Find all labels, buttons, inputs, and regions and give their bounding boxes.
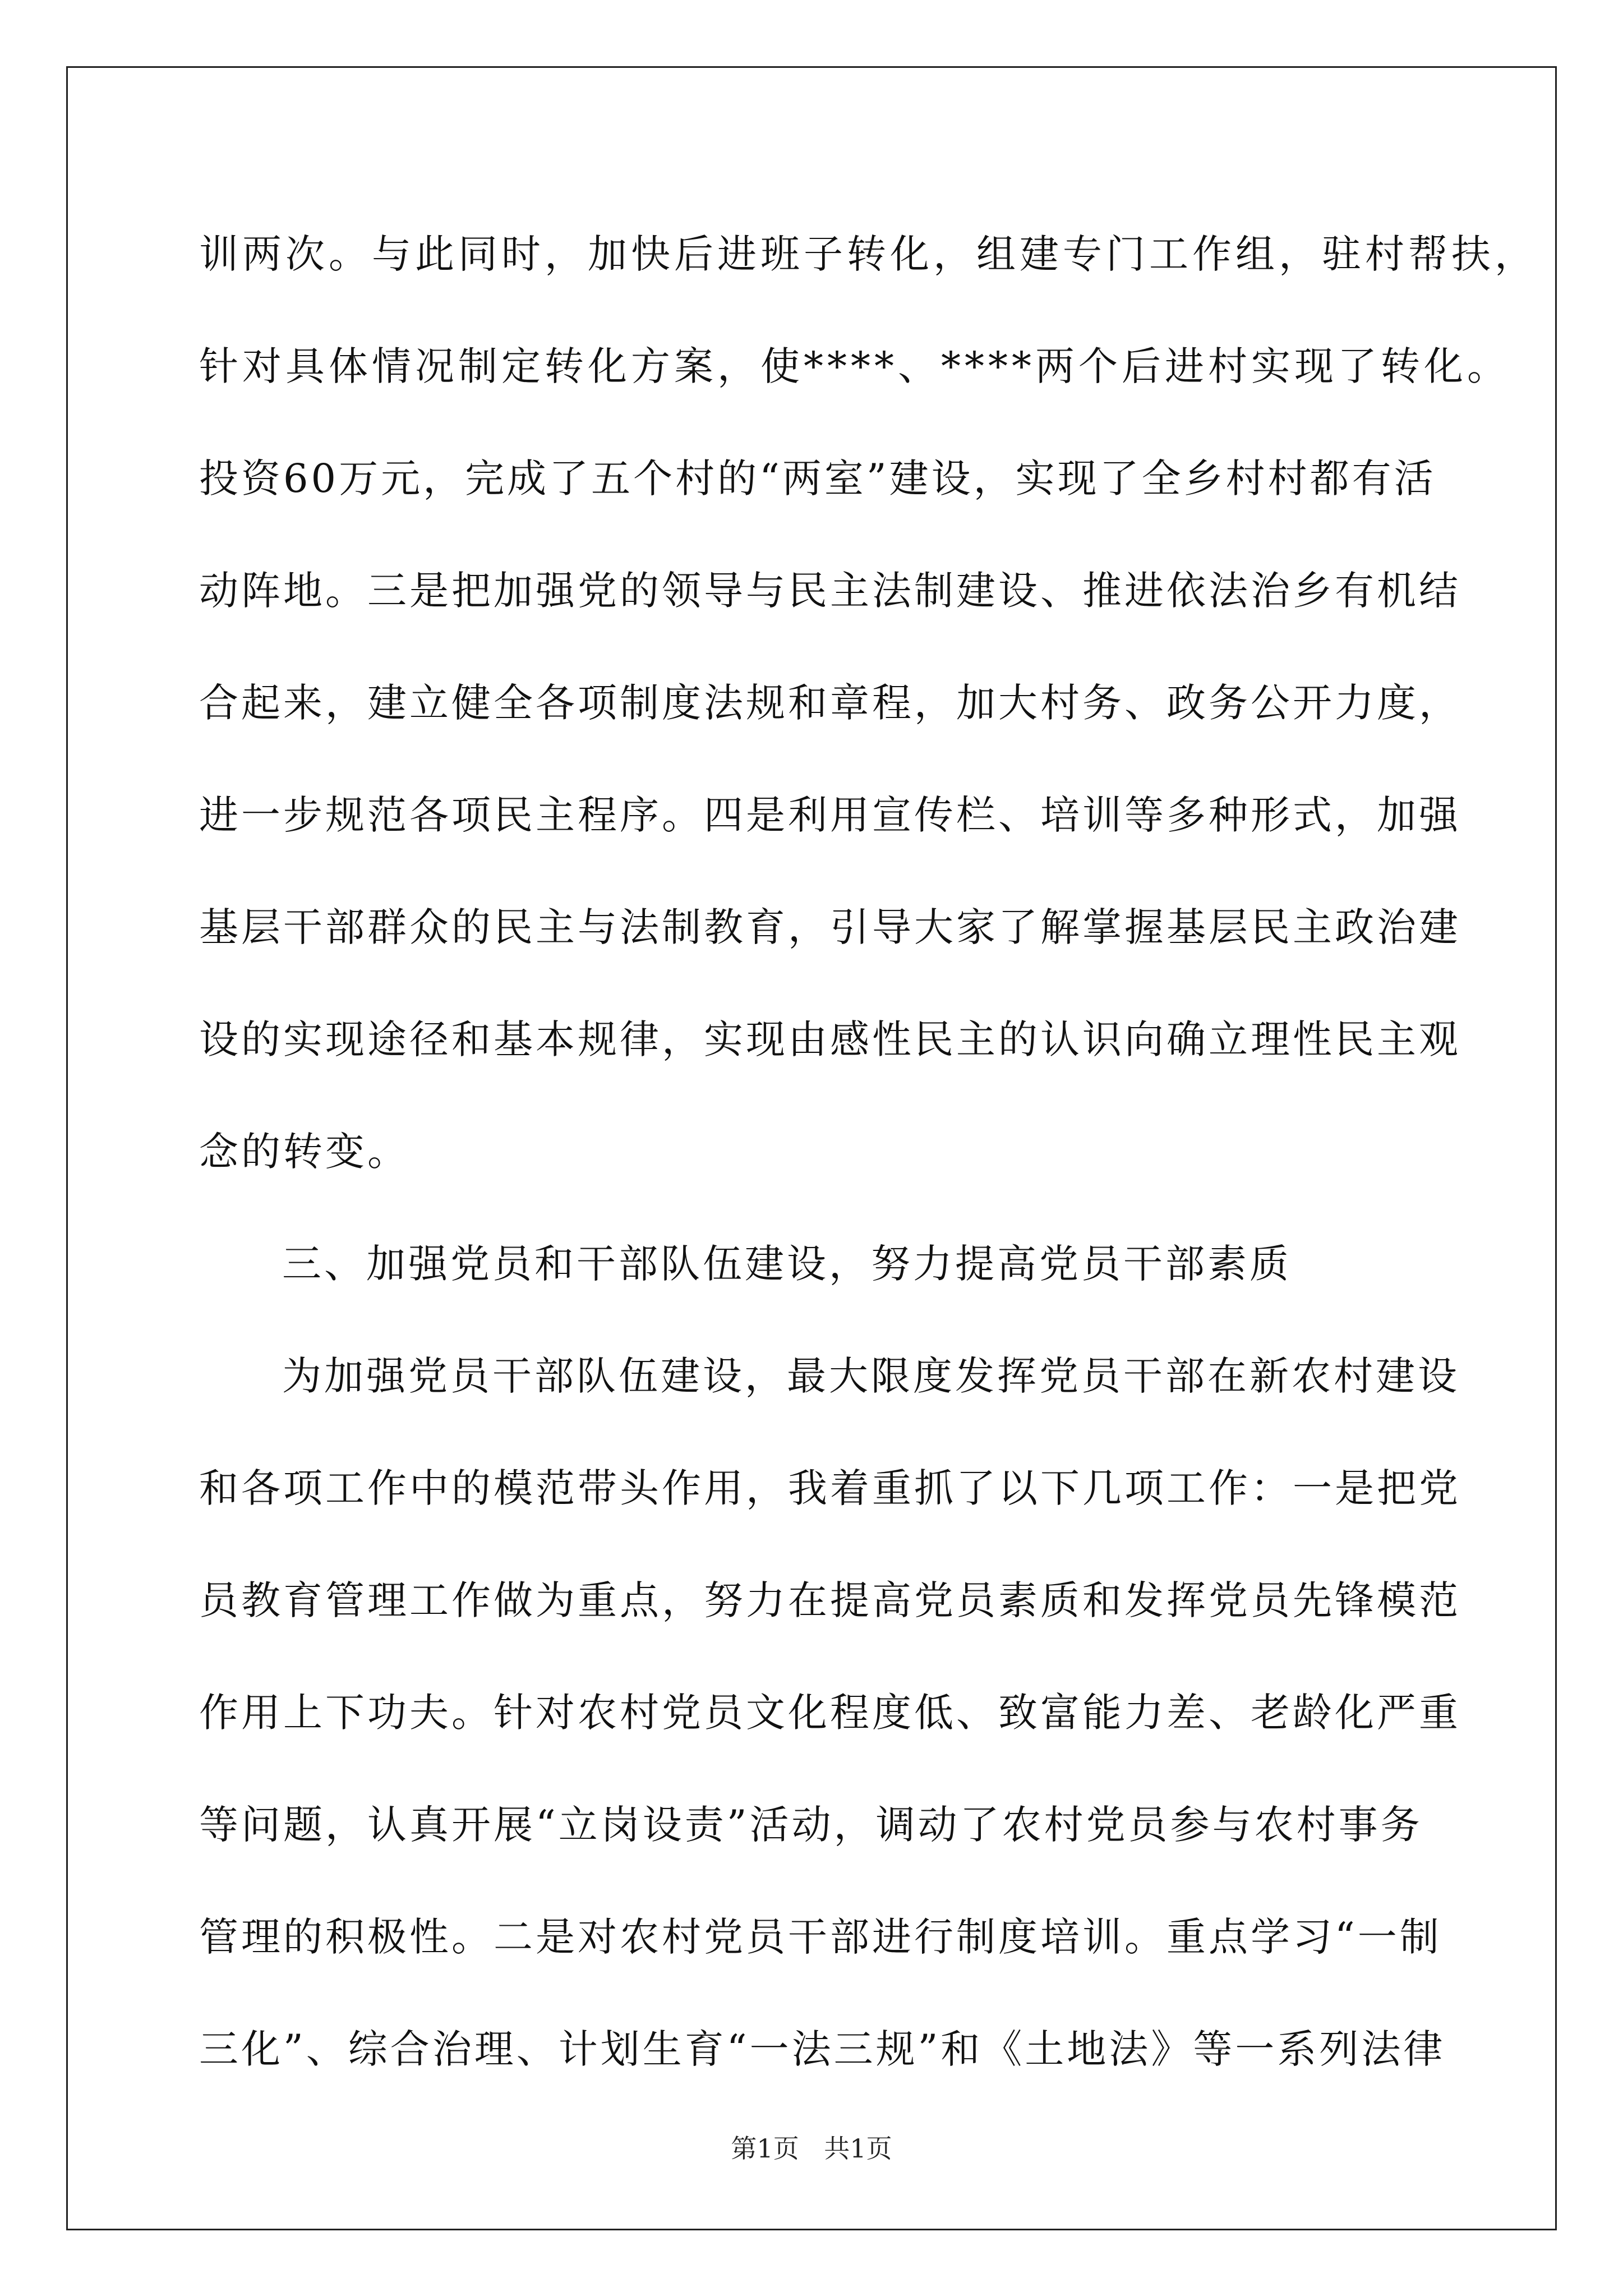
- text-line-8: 设的实现途径和基本规律，实现由感性民主的认识向确立理性民主观: [199, 1016, 1461, 1062]
- text-line-2: 针对具体情况制定转化方案，使****、****两个后进村实现了转化。: [199, 343, 1510, 389]
- text-line-12: 和各项工作中的模范带头作用，我着重抓了以下几项工作：一是把党: [199, 1465, 1461, 1511]
- text-line-17: 三化”、综合治理、计划生育“一法三规”和《土地法》等一系列法律: [199, 2026, 1446, 2072]
- text-line-1: 训两次。与此同时，加快后进班子转化，组建专门工作组，驻村帮扶，: [199, 231, 1538, 277]
- section-heading: 三、加强党员和干部队伍建设，努力提高党员干部素质: [282, 1241, 1292, 1287]
- text-line-14: 作用上下功夫。针对农村党员文化程度低、致富能力差、老龄化严重: [199, 1690, 1461, 1736]
- document-body: [199, 198, 1538, 2105]
- text-line-11: 为加强党员干部队伍建设，最大限度发挥党员干部在新农村建设: [282, 1353, 1460, 1399]
- text-line-4: 动阵地。三是把加强党的领导与民主法制建设、推进依法治乡有机结: [199, 568, 1461, 614]
- text-line-16: 管理的积极性。二是对农村党员干部进行制度培训。重点学习“一制: [199, 1914, 1442, 1960]
- page-number-footer: 第1页 共1页: [731, 2133, 892, 2164]
- text-line-6: 进一步规范各项民主程序。四是利用宣传栏、培训等多种形式，加强: [199, 792, 1461, 838]
- text-line-7: 基层干部群众的民主与法制教育，引导大家了解掌握基层民主政治建: [199, 904, 1461, 950]
- text-line-3: 投资60万元，完成了五个村的“两室”建设，实现了全乡村村都有活: [199, 455, 1436, 501]
- text-line-9: 念的转变。: [199, 1129, 409, 1175]
- text-line-15: 等问题，认真开展“立岗设责”活动，调动了农村党员参与农村事务: [199, 1802, 1423, 1848]
- text-line-13: 员教育管理工作做为重点，努力在提高党员素质和发挥党员先锋模范: [199, 1577, 1461, 1623]
- text-line-5: 合起来，建立健全各项制度法规和章程，加大村务、政务公开力度，: [199, 680, 1461, 726]
